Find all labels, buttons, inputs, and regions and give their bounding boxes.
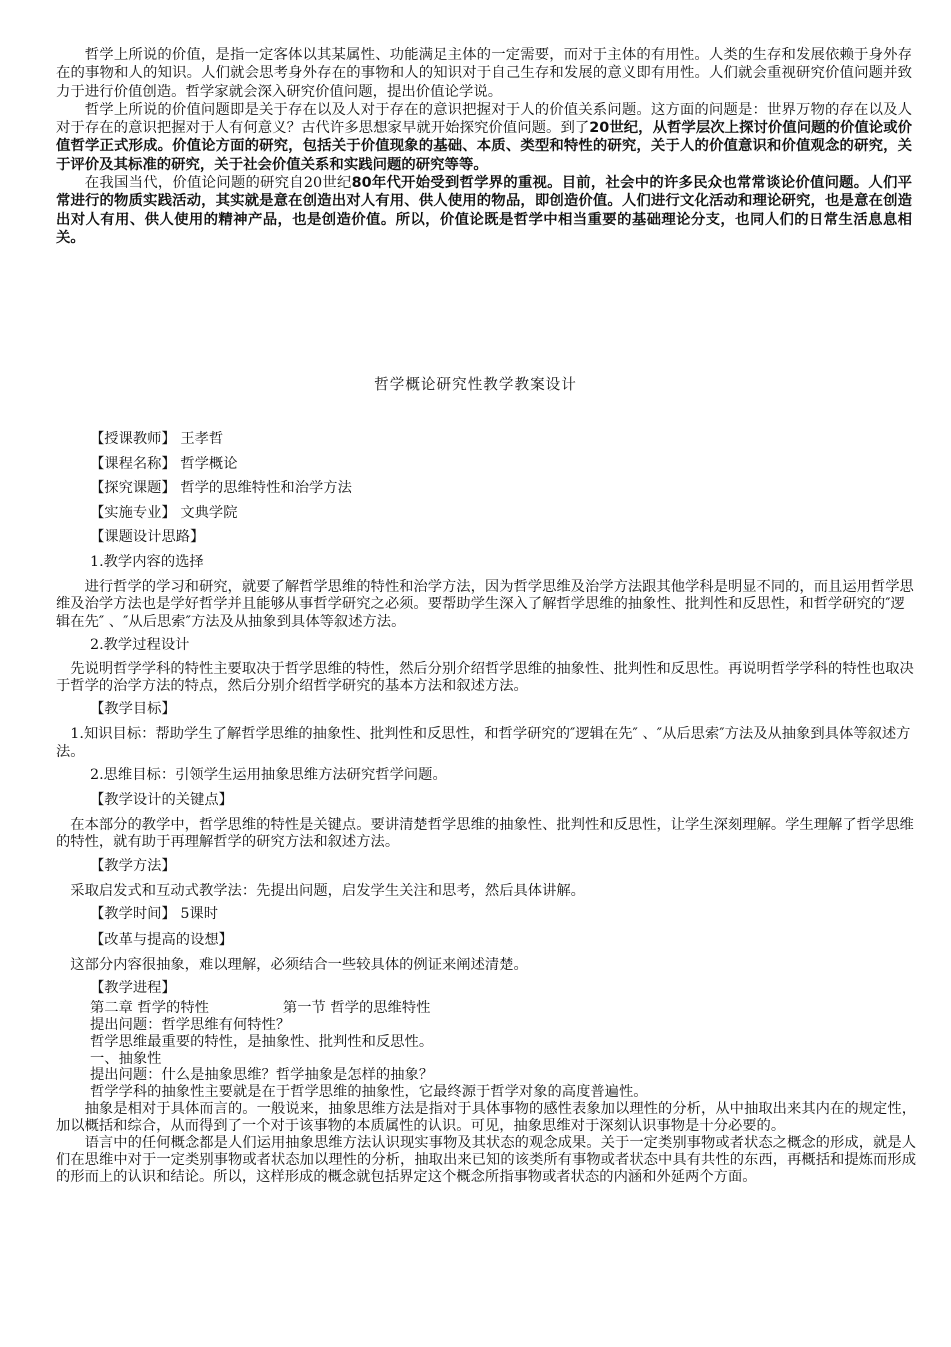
method-text: 采取启发式和互动式教学法：先提出问题，启发学生关注和思考，然后具体讲解。 xyxy=(70,882,585,899)
meta-course-value: 哲学概论 xyxy=(180,455,238,472)
design-item-1-heading: 1.教学内容的选择 xyxy=(90,553,204,570)
meta-course-label: 【课程名称】 xyxy=(90,455,176,472)
process-paragraph-2: 语言中的任何概念都是人们运用抽象思维方法认识现实事物及其状态的观念成果。关于一定类别事物或者状态之概念的形成，就是人们在思维中对于一定类别事物或者状态加以理性的分析，抽取出来已知的该类所有事物或者状态中具有共性的东西，再概括和提炼而形成的形而上的认识和结论。所以，这样形成的概念就包括界定这个概念所指事物或者状态的内涵和外延两个方面。 xyxy=(56,1135,916,1186)
intro-section xyxy=(56,46,912,247)
meta-major-value: 文典学院 xyxy=(180,504,238,521)
design-item-2-heading: 2.教学过程设计 xyxy=(90,636,190,653)
design-item-2-text: 先说明哲学学科的特性主要取决于哲学思维的特性，然后分别介绍哲学思维的抽象性、批判性和反思性。再说明哲学学科的特性也取决于哲学的治学方法的特点，然后分别介绍哲学研究的基本方法和叙述方法。 xyxy=(56,660,914,695)
meta-teacher-value: 王孝哲 xyxy=(180,431,224,447)
process-heading: 【教学进程】 xyxy=(90,980,176,997)
lesson-plan xyxy=(56,427,916,1186)
meta-topic xyxy=(56,476,916,501)
meta-major xyxy=(56,501,916,526)
process-answer-1: 哲学思维最重要的特性，是抽象性、批判性和反思性。 xyxy=(90,1033,434,1050)
meta-design-label: 【课题设计思路】 xyxy=(90,529,205,545)
process-chapter: 第二章 哲学的特性 xyxy=(90,1000,209,1017)
process-body xyxy=(56,1000,916,1186)
intro-paragraph-3 xyxy=(56,174,912,247)
process-section: 第一节 哲学的思维特性 xyxy=(282,1000,431,1017)
time-value: 5课时 xyxy=(180,905,219,922)
intro-paragraph-2 xyxy=(56,101,912,174)
process-chapter-row xyxy=(56,1000,916,1017)
meta-topic-value: 哲学的思维特性和治学方法 xyxy=(180,480,352,496)
intro-paragraph-1: 哲学上所说的价值，是指一定客体以其某属性、功能满足主体的一定需要，而对于主体的有用性。人类的生存和发展依赖于身外存在的事物和人的知识。人们就会思考身外存在的事物和人的知识对于自己生存和发展的意义即有用性。人们就会重视研究价值问题并致力于进行价值创造。哲学家就会深入研究价值问题，提出价值论学说。 xyxy=(56,47,912,100)
goals-item-1: 1.知识目标：帮助学生了解哲学思维的抽象性、批判性和反思性，和哲学研究的″逻辑在先″ 、″从后思索″方法及从抽象到具体等叙述方法。 xyxy=(56,726,911,760)
process-paragraph-1: 抽象是相对于具体而言的。一般说来，抽象思维方法是指对于具体事物的感性表象加以理性的分析，从中抽取出来其内在的规定性，加以概括和综合，从而得到了一个对于该事物的本质属性的认识。可见，抽象思维对于深刻认识事物是十分必要的。 xyxy=(56,1101,916,1135)
process-heading-abstract: 一、抽象性 xyxy=(90,1050,162,1067)
intro-paragraph-2-part-b: 20世纪，从哲学层次上探讨价值问题的价值论或价值哲学正式形成。价值论方面的研究，包括关于价值现象的基础、本质、类型和特性的研究，关于人的价值意识和价值观念的研究，关于评价及其标准的研究，关于社会价值关系和实践问题的研究等等。 xyxy=(56,120,912,173)
intro-paragraph-3-part-b: 80年代开始受到哲学界的重视。目前，社会中的许多民众也常常谈论价值问题。人们平常进行的物质实践活动，其实就是意在创造出对人有用、供人使用的物品，即创造价值。人们进行文化活动和理论研究，也是意在创造出对人有用、供人使用的精神产品，也是创造价值。所以，价值论既是哲学中相当重要的基础理论分支，也同人们的日常生活息息相关。 xyxy=(56,175,912,246)
process-answer-2: 哲学学科的抽象性主要就是在于哲学思维的抽象性，它最终源于哲学对象的高度普遍性。 xyxy=(90,1084,648,1101)
improve-heading: 【改革与提高的设想】 xyxy=(90,931,233,948)
keypoint-heading: 【教学设计的关键点】 xyxy=(90,792,233,809)
goals-item-2: 2.思维目标：引领学生运用抽象思维方法研究哲学问题。 xyxy=(90,767,447,784)
keypoint-text: 在本部分的教学中，哲学思维的特性是关键点。要讲清楚哲学思维的抽象性、批判性和反思性，让学生深刻理解。学生理解了哲学思维的特性，就有助于再理解哲学的研究方法和叙述方法。 xyxy=(56,817,914,851)
method-heading: 【教学方法】 xyxy=(90,857,176,874)
process-question-1: 提出问题：哲学思维有何特性？ xyxy=(90,1017,291,1034)
goals-heading: 【教学目标】 xyxy=(90,701,176,718)
meta-teacher xyxy=(56,427,916,452)
meta-teacher-label: 【授课教师】 xyxy=(90,431,176,447)
time-label: 【教学时间】 xyxy=(90,905,176,922)
improve-text: 这部分内容很抽象，难以理解，必须结合一些较具体的例证来阐述清楚。 xyxy=(70,956,528,973)
intro-paragraph-2-part-a: 哲学上所说的价值问题即是关于存在以及人对于存在的意识把握对于人的价值关系问题。这方面的问题是：世界万物的存在以及人对于存在的意识把握对于人有何意义？古代许多思想家早就开始探究价值问题。到了 xyxy=(56,101,912,137)
design-item-1-text: 进行哲学的学习和研究，就要了解哲学思维的特性和治学方法，因为哲学思维及治学方法跟其他学科是明显不同的，而且运用哲学思维及治学方法也是学好哲学并且能够从事哲学研究之必须。要帮助学生深入了解哲学思维的抽象性、批判性和反思性，和哲学研究的″逻辑在先″ 、″从后思索″方法及从抽象到具体等叙述方法。 xyxy=(56,579,914,630)
meta-major-label: 【实施专业】 xyxy=(90,504,176,521)
time-row xyxy=(56,903,916,926)
meta-topic-label: 【探究课题】 xyxy=(90,480,176,496)
process-question-2: 提出问题：什么是抽象思维？哲学抽象是怎样的抽象？ xyxy=(90,1067,434,1084)
meta-course xyxy=(56,452,916,477)
document-title: 哲学概论研究性教学教案设计 xyxy=(374,376,577,393)
intro-paragraph-3-part-a: 在我国当代，价值论问题的研究自20世纪 xyxy=(84,175,352,192)
